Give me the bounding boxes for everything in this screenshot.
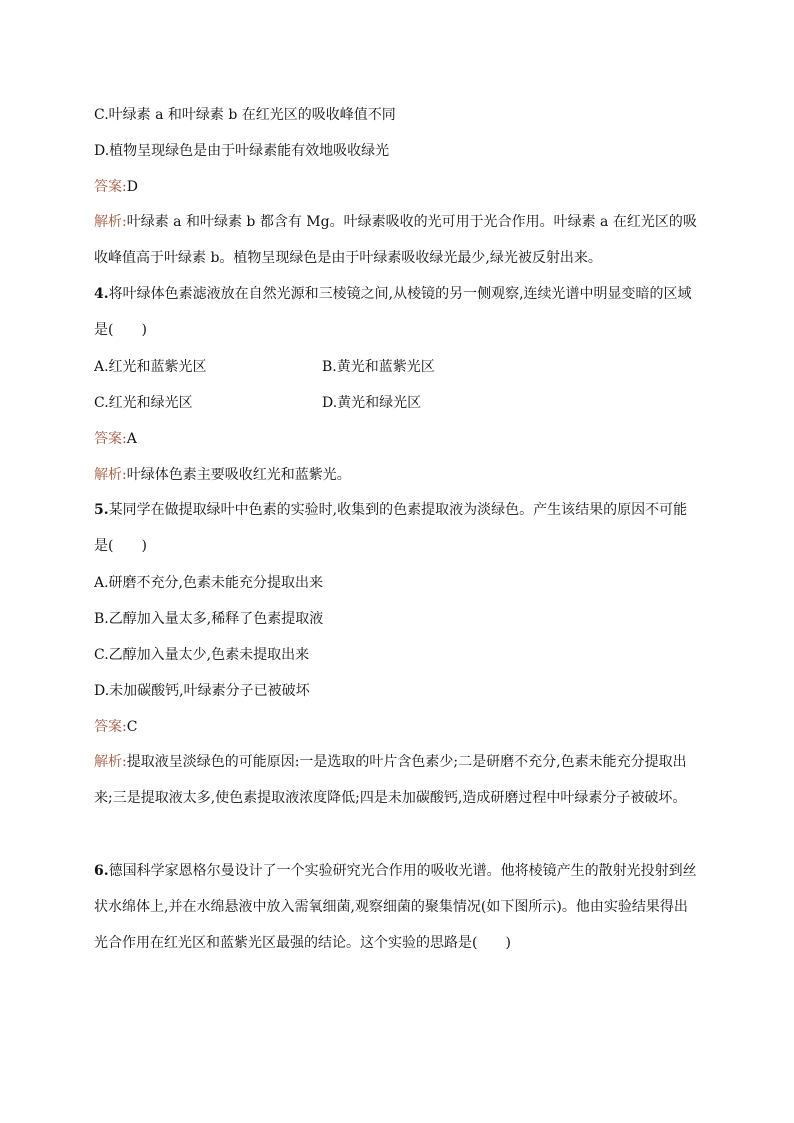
q5-answer <box>94 716 137 736</box>
q4-option-c: C.红光和绿光区 <box>94 395 193 411</box>
q5-analysis <box>94 744 700 816</box>
question-text: 德国科学家恩格尔曼设计了一个实验研究光合作用的吸收光谱。他将棱镜产生的散射光投射到丝状水绵体上,并在水绵悬液中放入需氧细菌,观察细菌的聚集情况(如下图所示)。他由实验结果得出光合作用在红光区和蓝紫光区最强的结论。这个实验的思路是( ) <box>94 863 697 951</box>
q5-option-b: B.乙醇加入量太多,稀释了色素提取液 <box>94 611 324 627</box>
answer-label: 答案: <box>94 719 127 735</box>
question-number: 6. <box>94 863 109 879</box>
q4-stem <box>94 276 700 348</box>
q3-answer <box>94 176 138 196</box>
answer-label: 答案: <box>94 179 127 195</box>
q4-options-row-1 <box>94 356 700 376</box>
question-number: 5. <box>94 502 109 518</box>
q5-option-d: D.未加碳酸钙,叶绿素分子已被破坏 <box>94 683 310 699</box>
q3-option-c: C.叶绿素 a 和叶绿素 b 在红光区的吸收峰值不同 <box>94 107 396 123</box>
question-text: 将叶绿体色素滤液放在自然光源和三棱镜之间,从棱镜的另一侧观察,连续光谱中明显变暗的区域是( ) <box>94 286 692 338</box>
answer-value: D <box>126 179 138 195</box>
analysis-label: 解析: <box>94 467 127 483</box>
q4-options-row-2 <box>94 392 700 412</box>
q3-option-d: D.植物呈现绿色是由于叶绿素能有效地吸收绿光 <box>94 143 390 159</box>
q6-stem <box>94 853 700 961</box>
q4-answer <box>94 428 137 448</box>
q5-option-a: A.研磨不充分,色素未能充分提取出来 <box>94 575 324 591</box>
q4-option-a: A.红光和蓝紫光区 <box>94 359 207 375</box>
q4-option-d: D.黄光和绿光区 <box>322 395 422 411</box>
question-text: 某同学在做提取绿叶中色素的实验时,收集到的色素提取液为淡绿色。产生该结果的原因不可能是( ) <box>94 502 688 554</box>
q4-option-b: B.黄光和蓝紫光区 <box>322 359 435 375</box>
answer-label: 答案: <box>94 431 127 447</box>
analysis-text: 提取液呈淡绿色的可能原因:一是选取的叶片含色素少;二是研磨不充分,色素未能充分提取出来;三是提取液太多,使色素提取液浓度降低;四是未加碳酸钙,造成研磨过程中叶绿素分子被破坏。 <box>94 754 687 806</box>
analysis-text: 叶绿素 a 和叶绿素 b 都含有 Mg。叶绿素吸收的光可用于光合作用。叶绿素 a 在红光区的吸收峰值高于叶绿素 b。植物呈现绿色是由于叶绿素吸收绿光最少,绿光被反射出来。 <box>94 214 697 266</box>
analysis-text: 叶绿体色素主要吸收红光和蓝紫光。 <box>126 467 351 483</box>
q4-analysis <box>94 464 351 484</box>
answer-value: C <box>126 719 138 735</box>
analysis-label: 解析: <box>94 214 127 230</box>
q5-stem <box>94 492 700 564</box>
question-number: 4. <box>94 286 109 302</box>
q3-analysis <box>94 204 700 276</box>
analysis-label: 解析: <box>94 754 127 770</box>
answer-value: A <box>126 431 137 447</box>
q5-option-c: C.乙醇加入量太少,色素未提取出来 <box>94 647 310 663</box>
